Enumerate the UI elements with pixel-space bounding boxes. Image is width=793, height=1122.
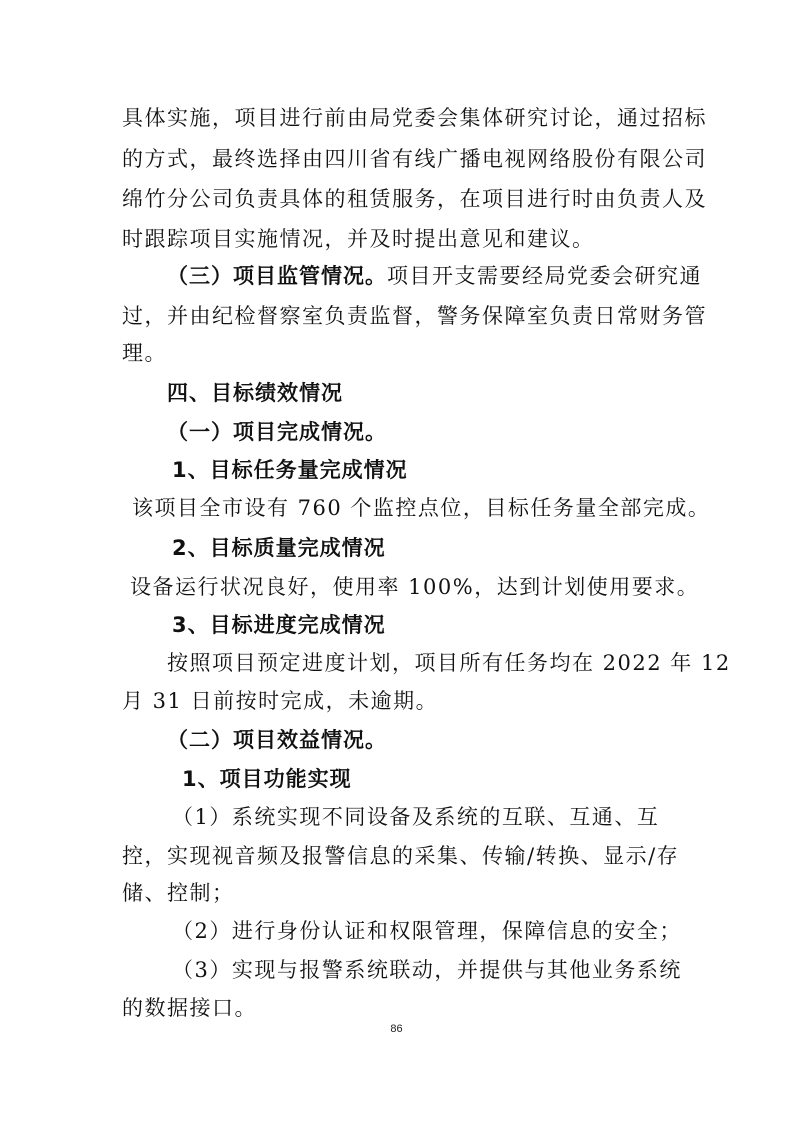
supervision-paragraph-line: 理。	[122, 341, 167, 365]
supervision-paragraph-line: 过，并由纪检督察室负责监督，警务保障室负责日常财务管	[122, 304, 707, 328]
list-item-line: （3）实现与报警系统联动，并提供与其他业务系统	[172, 958, 682, 982]
page-number: 86	[390, 1023, 403, 1035]
section-heading: 四、目标绩效情况	[167, 381, 343, 405]
supervision-text: 项目开支需要经局党委会研究通	[387, 264, 702, 288]
intro-paragraph-line: 绵竹分公司负责具体的租赁服务，在项目进行时由负责人及	[122, 187, 707, 211]
list-item-line: 储、控制；	[122, 881, 235, 905]
body-text: 该项目全市设有 760 个监控点位，目标任务量全部完成。	[132, 496, 711, 520]
list-item-line: （1）系统实现不同设备及系统的互联、互通、互	[172, 805, 660, 829]
item-heading: 3、目标进度完成情况	[172, 613, 386, 637]
item-heading: 1、目标任务量完成情况	[172, 458, 408, 482]
subsection-heading: （一）项目完成情况。	[167, 420, 387, 444]
item-heading: 1、项目功能实现	[182, 767, 352, 791]
intro-paragraph-line: 的方式，最终选择由四川省有线广播电视网络股份有限公司	[122, 147, 707, 171]
supervision-paragraph-line	[167, 261, 702, 291]
list-item-line: （2）进行身份认证和权限管理，保障信息的安全；	[172, 919, 682, 943]
supervision-heading: （三）项目监管情况。	[167, 264, 387, 288]
body-text: 设备运行状况良好，使用率 100%，达到计划使用要求。	[130, 575, 700, 599]
intro-paragraph-line: 时跟踪项目实施情况，并及时提出意见和建议。	[122, 227, 595, 251]
item-heading: 2、目标质量完成情况	[172, 536, 386, 560]
body-text: 月 31 日前按时完成，未逾期。	[122, 689, 439, 713]
body-text: 按照项目预定进度计划，项目所有任务均在 2022 年 12	[167, 651, 731, 675]
intro-paragraph-line: 具体实施，项目进行前由局党委会集体研究讨论，通过招标	[122, 106, 707, 130]
list-item-line: 控，实现视音频及报警信息的采集、传输/转换、显示/存	[122, 844, 680, 868]
subsection-heading: （二）项目效益情况。	[167, 728, 387, 752]
list-item-line: 的数据接口。	[122, 996, 257, 1020]
